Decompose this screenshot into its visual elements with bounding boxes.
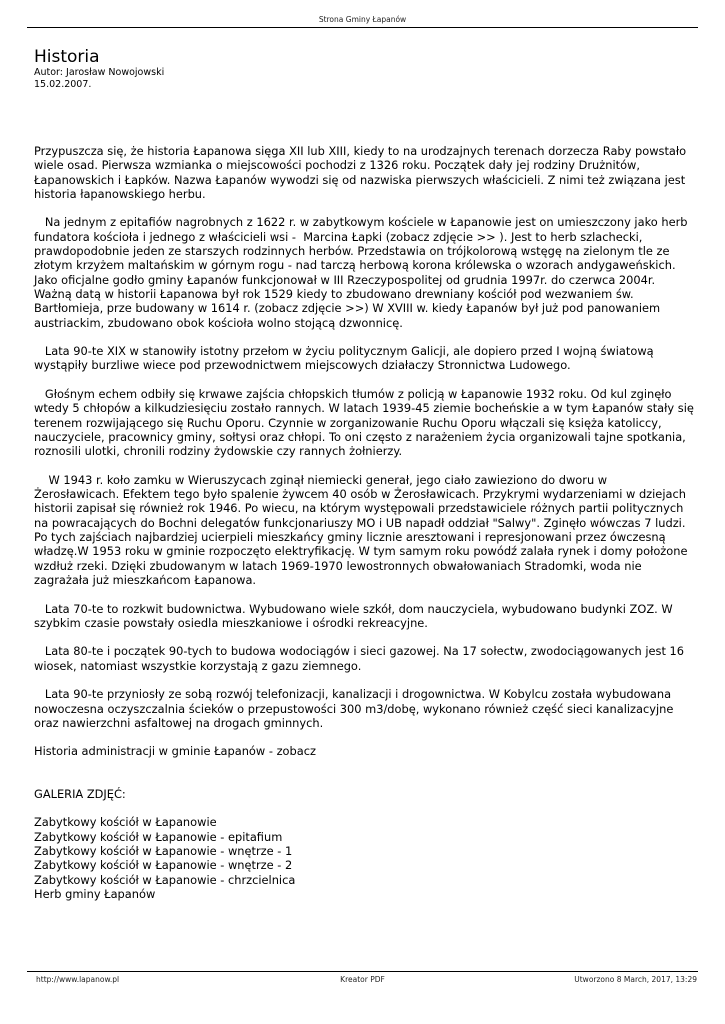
paragraph: Lata 90-te XIX w stanowiły istotny przełom w życiu politycznym Galicji, ale dopiero przed I wojną światową wystąpiły burzliwe wiece pod przewodnictwem miejscowych działaczy Stronnictwa Ludowego.: [34, 344, 658, 373]
paragraph: Głośnym echem odbiły się krwawe zajścia chłopskich tłumów z policją w Łapanowie 1932 roku. Od kul zginęło wtedy 5 chłopów a kilkudziesięciu zostało rannych. W latach 1939-45 ziemie bocheńskie a w tym Łapanów stały się terenem rozwijającego się Ruchu Oporu. Czynnie w zorganizowanie Ruchu Oporu włączali się księża katoliccy, nauczyciele, pracownicy gminy, sołtysi oraz chłopi. To oni często z narażeniem życia organizowali tajne spotkania, roznosili ulotki, chronili rodziny żydowskie czy rannych żołnierzy.: [34, 387, 698, 459]
gallery-item[interactable]: Zabytkowy kościół w Łapanowie - wnętrze - 1: [34, 843, 293, 858]
paragraph: Przypuszcza się, że historia Łapanowa sięga XII lub XIII, kiedy to na urodzajnych terenach dorzecza Raby powstało wiele osad. Pierwsza wzmianka o miejscowości pochodzi z 1326 roku. Początek dały jej rodziny Drużnitów, Łapanowskich i Łapków. Nazwa Łapanów wywodzi się od nazwiska pierwszych właścicieli. Z nimi też związana jest historia łapanowskiego herbu.: [34, 144, 690, 201]
page-title: Historia: [34, 47, 100, 68]
article-body: [34, 144, 698, 901]
gallery-list: [34, 815, 694, 901]
header-divider: [27, 27, 698, 28]
paragraph: Lata 90-te przyniosły ze sobą rozwój telefonizacji, kanalizacji i drogownictwa. W Kobylcu została wybudowana nowoczesna oczyszczalnia ścieków o przepustowości 300 m3/dobę, wykonano również część sieci kanalizacyjne oraz nawierzchni asfaltowej na drogach gminnych.: [34, 687, 678, 730]
footer-generator: Kreator PDF: [340, 975, 385, 984]
paragraph: W 1943 r. koło zamku w Wieruszycach zginął niemiecki generał, jego ciało zawieziono do dworu w Żerosławicach. Efektem tego było spalenie żywcem 40 osób w Żerosławicach. Przykrymi wydarzeniami w dziejach historii zapisał się również rok 1946. Po wiecu, na którym występowali przedstawiciele różnych partii politycznych na powracających do Bochni delegatów funkcjonariuszy MO i UB napadł oddział "Salwy". Zginęło wówczas 7 ludzi. Po tych zajściach najbardziej ucierpieli mieszkańcy gminy licznie aresztowani i represjonowani przez ówczesną władzę.W 1953 roku w gminie rozpoczęto elektryfikację. W tym samym roku powódź zalała rynek i domy położone wzdłuż rzeki. Dzięki zbudowanym w latach 1969-1970 lewostronnych obwałowaniach Stradomki, woda nie zagrażała już mieszkańcom Łapanowa.: [34, 472, 692, 587]
paragraph: Na jednym z epitafiów nagrobnych z 1622 r. w zabytkowym kościele w Łapanowie jest on umieszczony jako herb fundatora kościoła i jednego z właścicieli wsi - Marcina Łapki (zobacz zdjęcie >> ). Jest to herb szlachecki, prawdopodobnie jeden ze starszych rodzinnych herbów. Przedstawia on trójkolorową wstęgę na zielonym tle ze złotym krzyżem maltańskim w górnym rogu - nad tarczą herbową korona królewska o wzorach andygaweńskich. Jako oficjalne godło gminy Łapanów funkcjonował w III Rzeczypospolitej od grudnia 1997r. do czerwca 2004r. Ważną datą w historii Łapanowa był rok 1529 kiedy to zbudowano drewniany kościół pod wezwaniem św. Bartłomieja, prze budowany w 1614 r. (zobacz zdjęcie >>) W XVIII w. kiedy Łapanów był już pod panowaniem austriackim, zbudowano obok kościoła wolno stojącą dzwonnicę.: [34, 215, 692, 330]
footer-url[interactable]: http://www.lapanow.pl: [36, 975, 120, 984]
paragraph: Lata 80-te i początek 90-tych to budowa wodociągów i sieci gazowej. Na 17 sołectw, zwodociągowanych jest 16 wiosek, natomiast wszystkie korzystają z gazu ziemnego.: [34, 644, 688, 673]
author-line: Autor: Jarosław Nowojowski: [34, 67, 165, 78]
footer-divider: [27, 971, 698, 972]
publish-date: 15.02.2007.: [34, 79, 92, 90]
article-meta: [34, 67, 164, 91]
gallery-item[interactable]: Zabytkowy kościół w Łapanowie: [34, 815, 217, 830]
gallery-item[interactable]: Herb gminy Łapanów: [34, 886, 156, 901]
admin-history-link[interactable]: Historia administracji w gminie Łapanów - zobacz: [34, 744, 316, 759]
gallery-title: GALERIA ZDJĘĆ:: [34, 786, 126, 801]
footer-created-timestamp: Utworzono 8 March, 2017, 13:29: [574, 975, 697, 984]
gallery-item[interactable]: Zabytkowy kościół w Łapanowie - epitafium: [34, 829, 283, 844]
paragraph: Lata 70-te to rozkwit budownictwa. Wybudowano wiele szkół, dom nauczyciela, wybudowano budynki ZOZ. W szybkim czasie powstały osiedla mieszkaniowe i ośrodki rekreacyjne.: [34, 601, 677, 630]
gallery-item[interactable]: Zabytkowy kościół w Łapanowie - wnętrze - 2: [34, 858, 293, 873]
site-header-title: Strona Gminy Łapanów: [318, 15, 407, 24]
gallery-item[interactable]: Zabytkowy kościół w Łapanowie - chrzcielnica: [34, 872, 296, 887]
